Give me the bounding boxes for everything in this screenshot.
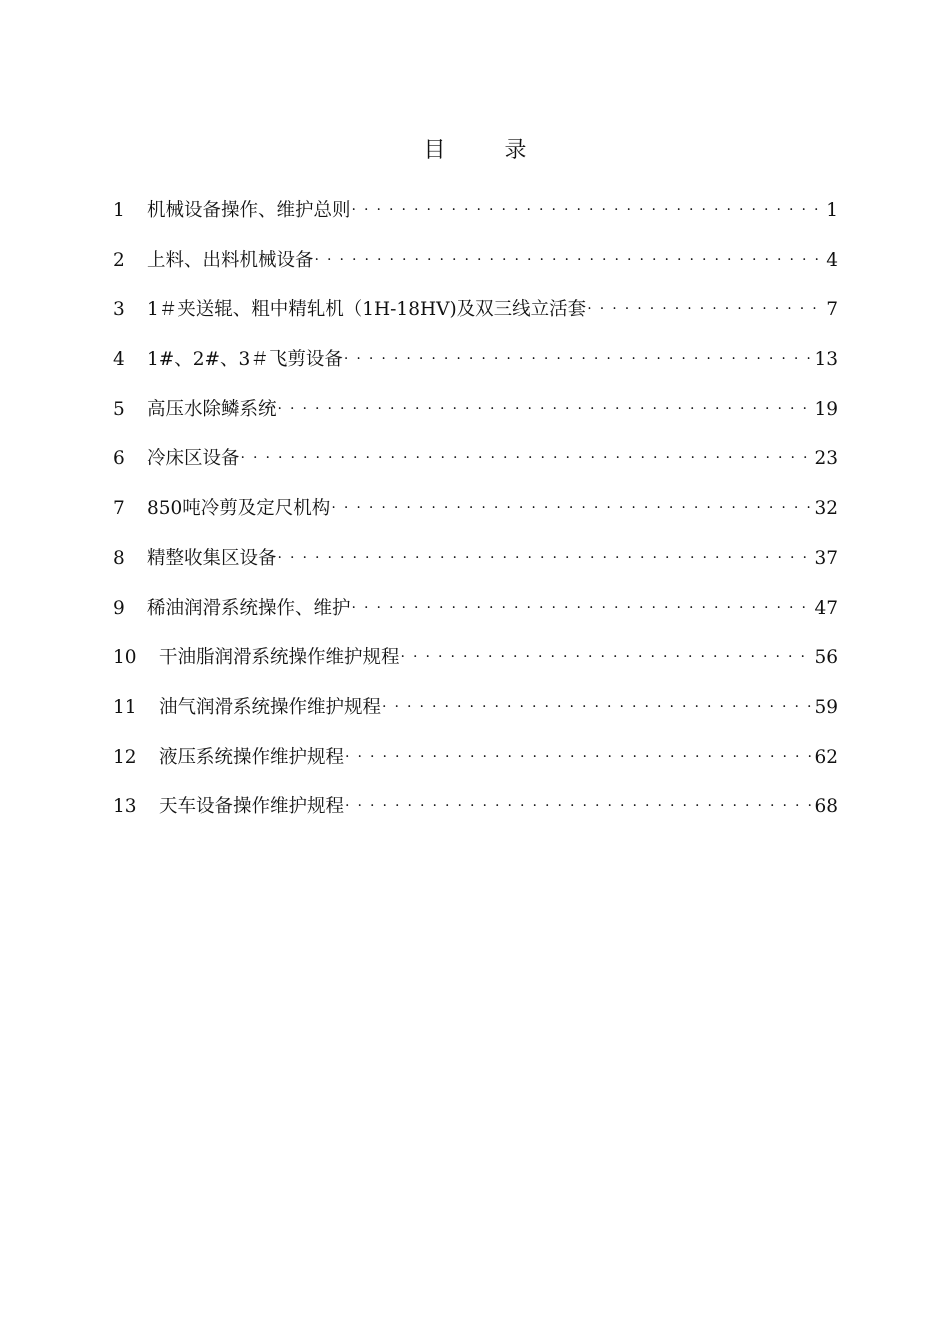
toc-entry-title: 850吨冷剪及定尺机构 [147, 498, 331, 520]
toc-entry-number: 10 [113, 647, 137, 669]
toc-entry-9[interactable] [113, 584, 838, 634]
toc-entry-page: 7 [826, 299, 838, 321]
toc-dot-leader [241, 434, 813, 464]
toc-dot-leader [344, 335, 813, 365]
toc-entry-number: 7 [113, 498, 125, 520]
toc-entry-title: 油气润滑系统操作维护规程 [159, 696, 382, 718]
toc-entry-number: 12 [113, 746, 137, 768]
toc-dot-leader [382, 683, 812, 713]
toc-entry-11[interactable] [113, 683, 838, 733]
toc-entry-number: 9 [113, 597, 125, 619]
toc-entry-number: 11 [113, 696, 137, 718]
toc-entry-number: 8 [113, 547, 125, 569]
toc-entry-title: 1＃夹送辊、粗中精轧机（1H-18HV)及双三线立活套 [147, 299, 587, 321]
toc-dot-leader [587, 285, 824, 315]
toc-entry-5[interactable] [113, 385, 838, 435]
toc-entry-title: 稀油润滑系统操作、维护 [147, 597, 351, 619]
toc-dot-leader [401, 633, 813, 663]
toc-entry-title: 干油脂润滑系统操作维护规程 [159, 647, 400, 669]
toc-entry-page: 19 [814, 398, 838, 420]
toc-entry-number: 4 [113, 349, 125, 371]
toc-dot-leader [352, 584, 813, 614]
toc-dot-leader [278, 385, 813, 415]
toc-entry-number: 1 [113, 200, 125, 221]
toc-entry-3[interactable] [113, 285, 838, 335]
toc-entry-2[interactable] [113, 236, 838, 286]
toc-entry-page: 62 [814, 746, 838, 768]
toc-dot-leader [345, 782, 812, 812]
toc-entry-title: 精整收集区设备 [147, 547, 277, 569]
toc-entry-number: 2 [113, 249, 125, 271]
toc-dot-leader [278, 534, 813, 564]
toc-entry-page: 37 [814, 547, 838, 569]
toc-entry-page: 59 [814, 696, 838, 718]
toc-entry-page: 47 [814, 597, 838, 619]
toc-entry-8[interactable] [113, 534, 838, 584]
toc-entry-title: 液压系统操作维护规程 [159, 746, 345, 768]
toc-title: 目 录 [423, 138, 553, 163]
toc-entry-page: 1 [826, 200, 838, 221]
toc-entry-page: 32 [814, 498, 838, 520]
toc-entry-1[interactable] [113, 186, 838, 236]
toc-entry-number: 6 [113, 448, 125, 470]
toc-entry-title: 高压水除鳞系统 [147, 398, 277, 420]
toc-entry-12[interactable] [113, 733, 838, 783]
toc-entry-number: 13 [113, 796, 137, 818]
toc-dot-leader [352, 186, 825, 216]
toc-entry-page: 13 [814, 349, 838, 371]
table-of-contents [113, 186, 838, 832]
toc-entry-page: 23 [814, 448, 838, 470]
toc-entry-title: 冷床区设备 [147, 448, 240, 470]
toc-dot-leader [315, 236, 825, 266]
toc-entry-13[interactable] [113, 782, 838, 832]
toc-entry-number: 3 [113, 299, 125, 321]
toc-entry-page: 68 [814, 796, 838, 818]
toc-dot-leader [331, 484, 812, 514]
toc-entry-page: 56 [814, 647, 838, 669]
toc-entry-title: 1#、2#、3＃飞剪设备 [147, 349, 343, 371]
toc-entry-title: 机械设备操作、维护总则 [147, 200, 351, 221]
toc-entry-7[interactable] [113, 484, 838, 534]
toc-entry-6[interactable] [113, 434, 838, 484]
toc-entry-page: 4 [826, 249, 838, 271]
toc-dot-leader [345, 733, 812, 763]
toc-entry-10[interactable] [113, 633, 838, 683]
toc-entry-title: 上料、出料机械设备 [147, 249, 314, 271]
toc-entry-title: 天车设备操作维护规程 [159, 796, 345, 818]
toc-entry-4[interactable] [113, 335, 838, 385]
toc-entry-number: 5 [113, 398, 125, 420]
